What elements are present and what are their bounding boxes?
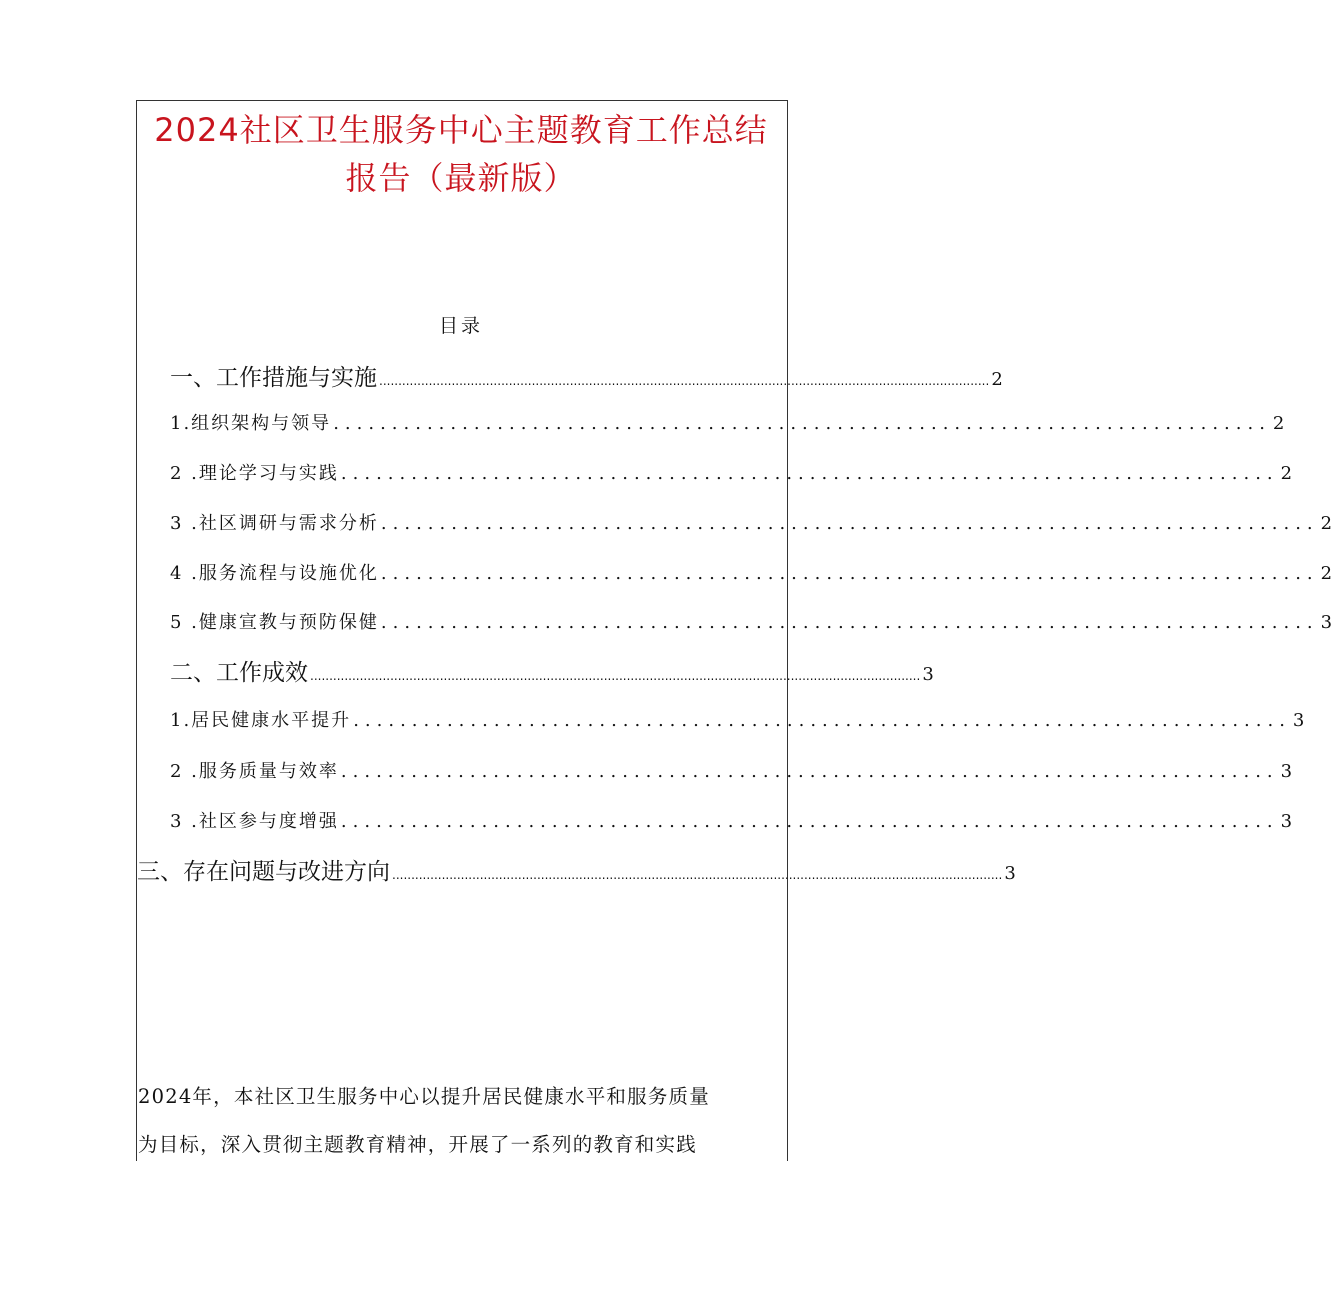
toc-leader-dots: ................................................................................ (380, 563, 1319, 584)
toc-leader-dots: ................................................................................................................................................................ (392, 868, 1003, 882)
toc-entry-page: 3 (922, 664, 934, 685)
document-title-line-2: 报告（最新版） (345, 159, 577, 197)
toc-entry[interactable] (170, 807, 1295, 833)
toc-entry-page: 2 (1320, 513, 1334, 534)
toc-entry[interactable] (170, 409, 1287, 435)
toc-leader-dots: ................................................................................ (333, 413, 1271, 434)
toc-entry-label: 2 .理论学习与实践 (170, 463, 339, 484)
toc-entry-label: 一、工作措施与实施 (170, 365, 377, 391)
toc-leader-dots: ................................................................................ (340, 811, 1279, 832)
toc-entry-label: 二、工作成效 (170, 660, 308, 686)
toc-entry[interactable] (170, 654, 934, 687)
toc-entry[interactable] (170, 359, 1003, 392)
toc-entry-page: 2 (991, 369, 1003, 390)
body-paragraph-line-1: 2024年，本社区卫生服务中心以提升居民健康水平和服务质量 (138, 1085, 710, 1108)
toc-entry[interactable] (170, 706, 1307, 732)
toc-entry-label: 2 .服务质量与效率 (170, 761, 339, 782)
toc-leader-dots: ................................................................................ (380, 513, 1319, 534)
toc-entry-page: 3 (1280, 811, 1295, 832)
toc-leader-dots: ................................................................................ (340, 463, 1279, 484)
toc-entry-page: 3 (1280, 761, 1295, 782)
toc-entry[interactable] (170, 559, 1334, 585)
toc-leader-dots: ................................................................................................................................................................ (379, 374, 990, 388)
toc-entry[interactable] (170, 757, 1295, 783)
document-title-line-1: 2024社区卫生服务中心主题教育工作总结 (154, 111, 768, 149)
toc-entry-page: 3 (1004, 863, 1016, 884)
toc-leader-dots: ................................................................................ (340, 761, 1279, 782)
toc-entry-label: 4 .服务流程与设施优化 (170, 563, 379, 584)
toc-entry-page: 2 (1320, 563, 1334, 584)
toc-entry-label: 5 .健康宣教与预防保健 (170, 612, 379, 633)
toc-entry-page: 3 (1320, 612, 1334, 633)
toc-entry-label: 3 .社区调研与需求分析 (170, 513, 379, 534)
toc-leader-dots: ................................................................................................................................................................ (310, 669, 921, 683)
toc-entry-label: 1.居民健康水平提升 (170, 710, 352, 731)
toc-entry[interactable] (137, 853, 1016, 886)
toc-entry[interactable] (170, 459, 1295, 485)
toc-entry[interactable] (170, 509, 1334, 535)
toc-entry-label: 1.组织架构与领导 (170, 413, 332, 434)
toc-entry-page: 2 (1272, 413, 1287, 434)
toc-entry[interactable] (170, 608, 1334, 634)
toc-entry-page: 2 (1280, 463, 1295, 484)
toc-heading: 目录 (438, 315, 483, 337)
body-paragraph-line-2: 为目标，深入贯彻主题教育精神，开展了一系列的教育和实践 (138, 1133, 697, 1156)
toc-leader-dots: ................................................................................ (380, 612, 1319, 633)
toc-leader-dots: ................................................................................ (353, 710, 1291, 731)
toc-entry-label: 3 .社区参与度增强 (170, 811, 339, 832)
toc-entry-label: 三、存在问题与改进方向 (137, 859, 390, 885)
toc-entry-page: 3 (1292, 710, 1307, 731)
